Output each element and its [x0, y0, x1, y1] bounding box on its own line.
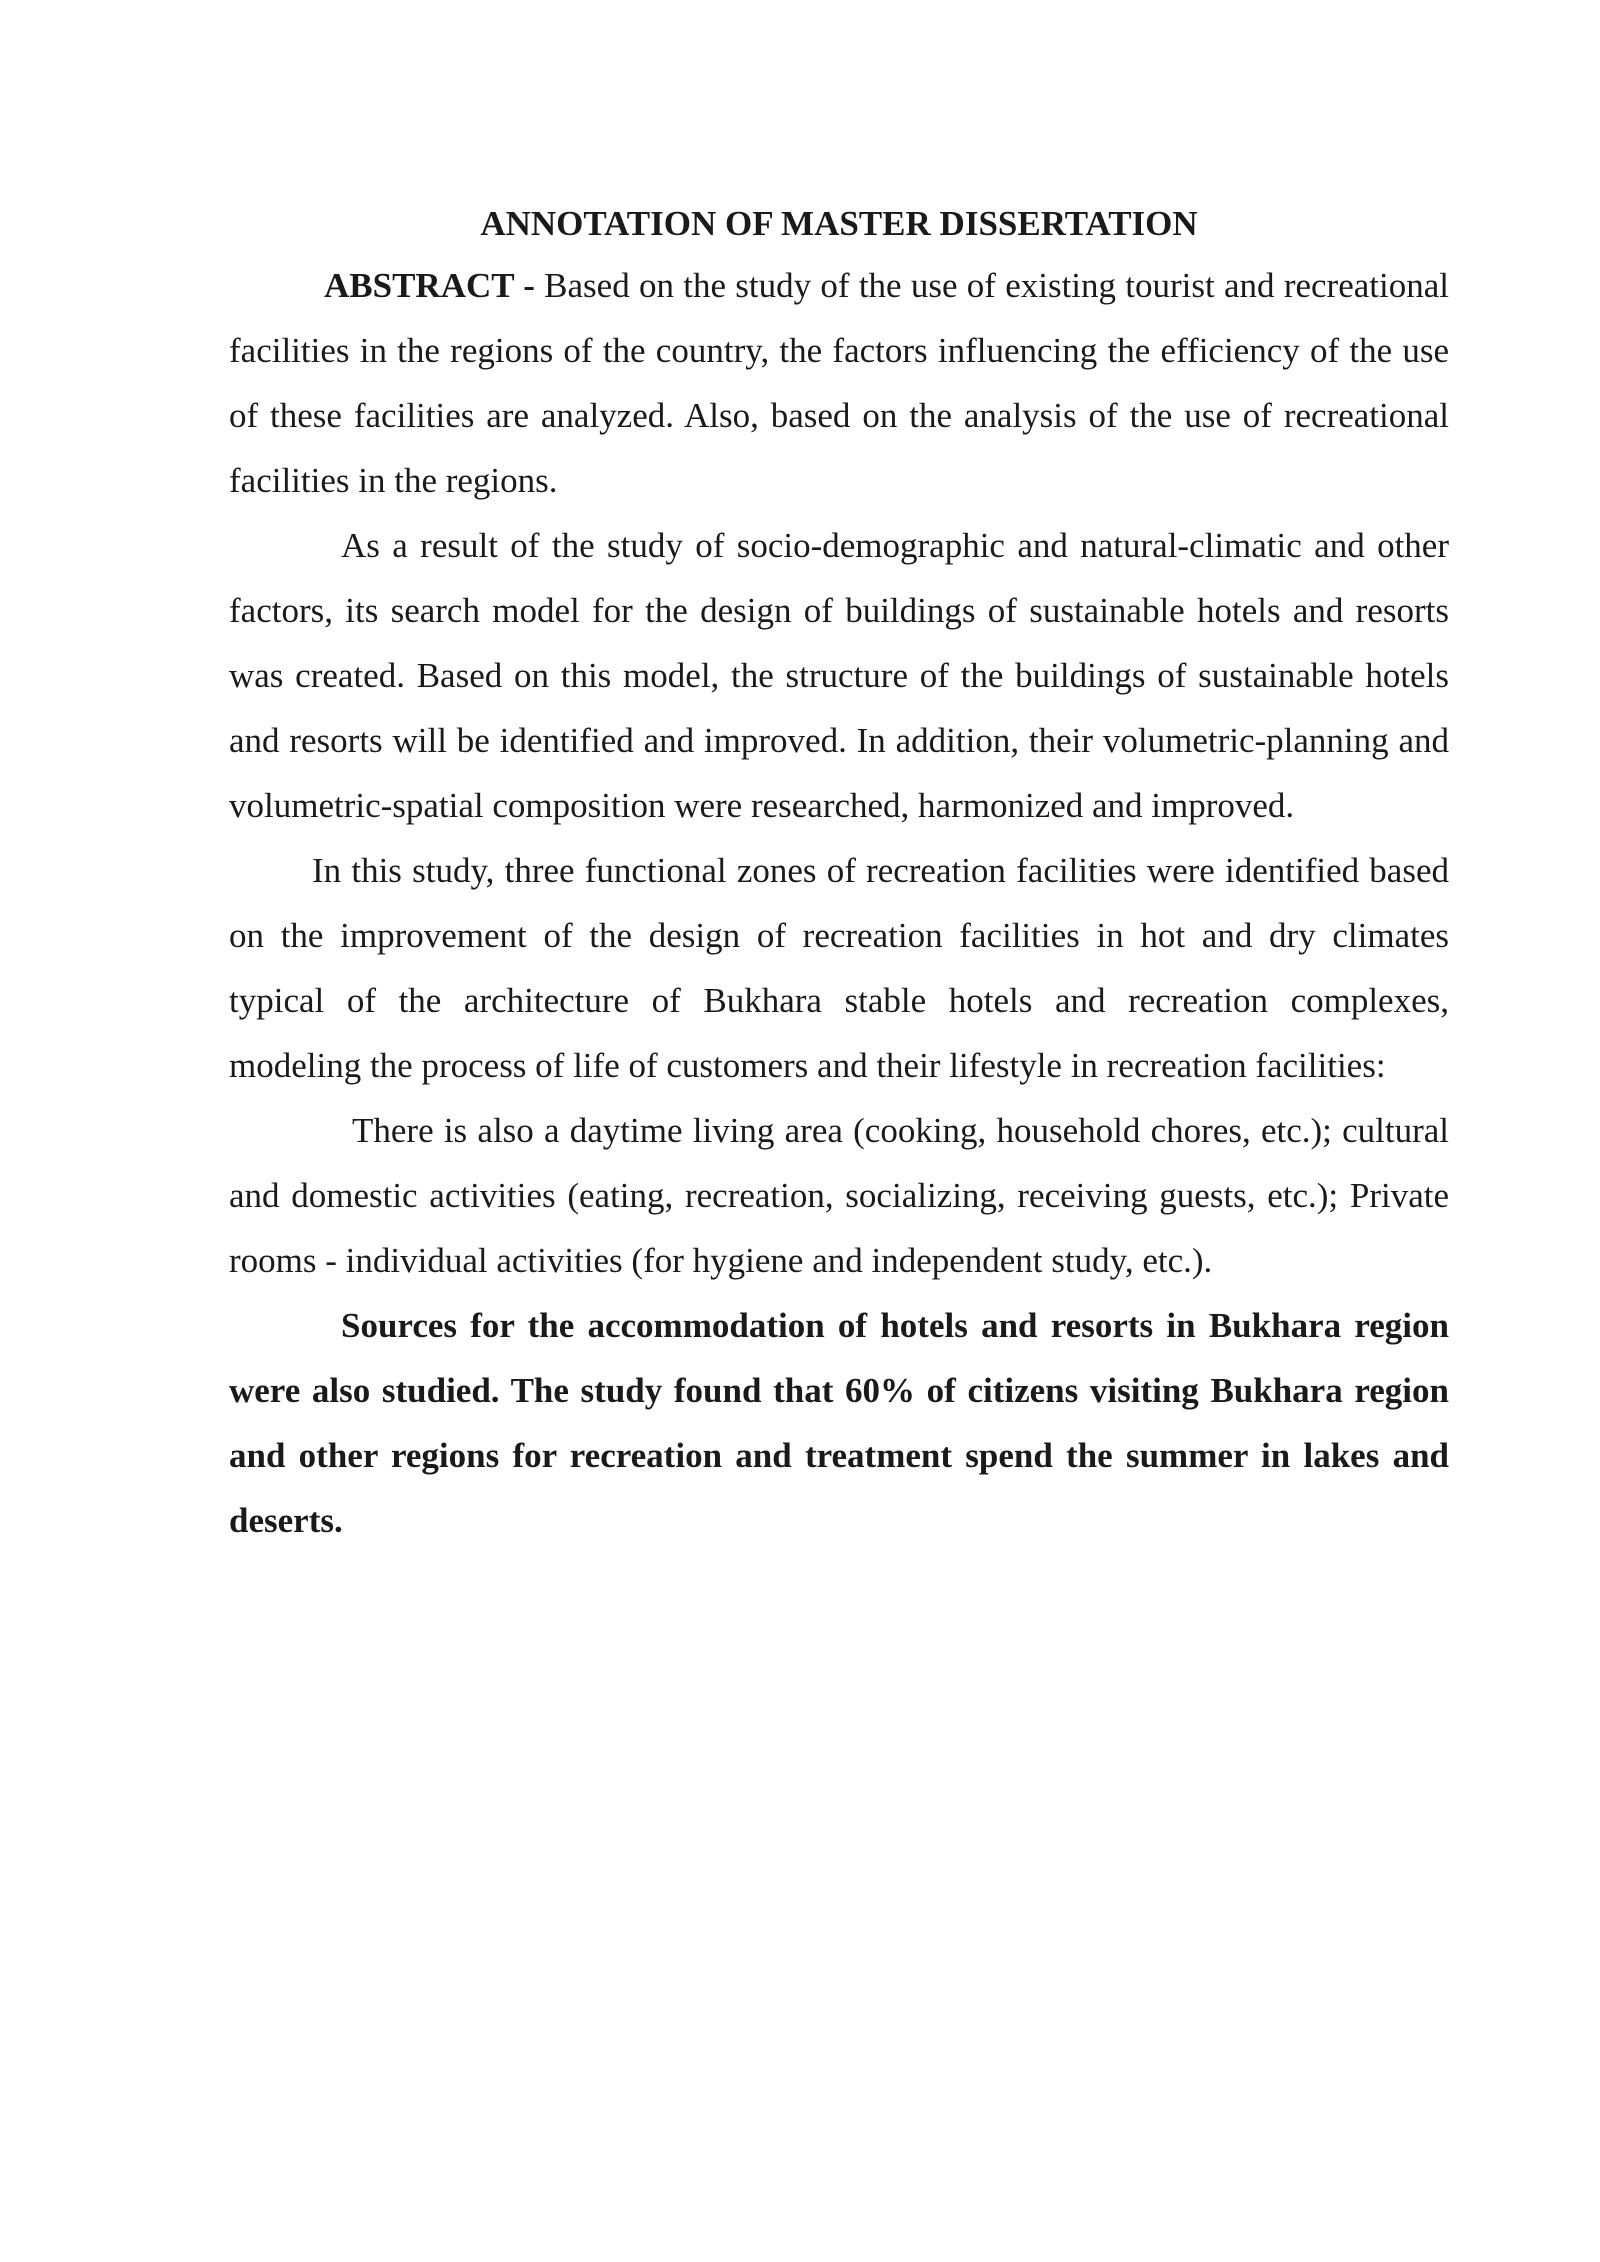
- abstract-text: Based on the study of the use of existing tourist and recreational facilities in the regions of the country, the factors influencing the efficiency of the use of these facilities are analyzed. Also, based on the analysis of the use of recreational facilities in the regions.: [229, 266, 1449, 500]
- abstract-label: ABSTRACT -: [324, 266, 535, 305]
- paragraph-search-model: As a result of the study of socio-demographic and natural-climatic and other factors, its search model for the design of buildings of sustainable hotels and resorts was created. Based on this model, the structure of the buildings of sustainable hotels and resorts will be identified and improved. In addition, their volumetric-planning and volumetric-spatial composition were researched, harmonized and improved.: [229, 526, 1449, 825]
- abstract-paragraph: [229, 253, 1449, 513]
- paragraph-accommodation-sources: Sources for the accommodation of hotels and resorts in Bukhara region were also studied. The study found that 60% of citizens visiting Bukhara region and other regions for recreation and treatment spend the summer in lakes and deserts.: [229, 1306, 1449, 1540]
- document-body: [229, 197, 1449, 1553]
- document-title: ANNOTATION OF MASTER DISSERTATION: [480, 204, 1198, 243]
- paragraph-functional-zones: In this study, three functional zones of recreation facilities were identified based on the improvement of the design of recreation facilities in hot and dry climates typical of the architecture of Bukhara stable hotels and recreation complexes, modeling the process of life of customers and their lifestyle in recreation facilities:: [229, 851, 1449, 1085]
- paragraph-living-areas: There is also a daytime living area (cooking, household chores, etc.); cultural and domestic activities (eating, recreation, socializing, receiving guests, etc.); Private rooms - individual activities (for hygiene and independent study, etc.).: [229, 1111, 1449, 1280]
